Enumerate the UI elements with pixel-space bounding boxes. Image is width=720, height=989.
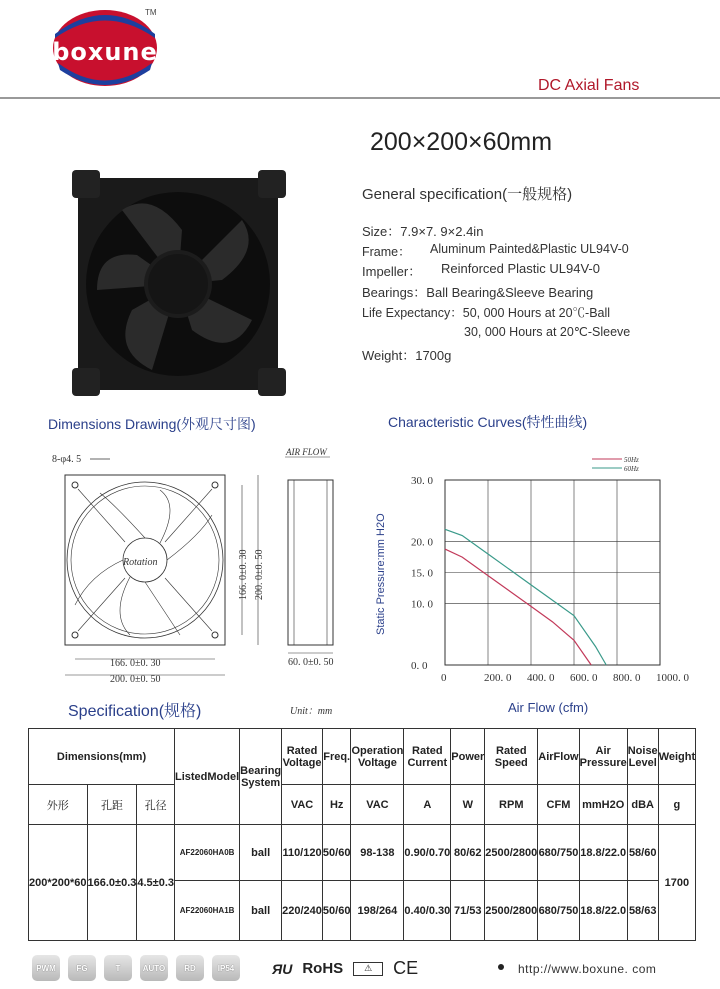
unit-label: Unit：mm bbox=[290, 706, 333, 717]
table-row bbox=[29, 825, 696, 881]
general-spec-heading: General specification(一般规格) bbox=[362, 186, 573, 203]
th-pitch: 孔距 bbox=[87, 785, 137, 825]
x-tick-label: 0 bbox=[441, 672, 447, 684]
cell-speed: 2500/2800 bbox=[485, 825, 538, 881]
spec-frame-value: Aluminum Painted&Plastic UL94V-0 bbox=[430, 242, 629, 256]
dim-horizontal-hole-pitch: 166. 0±0. 30 bbox=[110, 658, 161, 669]
cell-freq: 50/60 bbox=[322, 825, 351, 881]
cell-current: 0.90/0.70 bbox=[404, 825, 451, 881]
feature-icon-pwm: PWM bbox=[32, 955, 60, 981]
dim-horizontal-outer: 200. 0±0. 50 bbox=[110, 674, 161, 685]
th-g: g bbox=[658, 785, 695, 825]
dim-depth: 60. 0±0. 50 bbox=[288, 657, 334, 668]
th-freq: Freq. bbox=[322, 729, 351, 785]
th-rpm: RPM bbox=[485, 785, 538, 825]
cell-current: 0.40/0.30 bbox=[404, 881, 451, 941]
cell-pressure: 18.8/22.0 bbox=[579, 825, 627, 881]
spec-impeller-label: Impeller： bbox=[362, 264, 422, 279]
legend-label-60hz: 60Hz bbox=[624, 465, 639, 473]
th-power: Power bbox=[451, 729, 485, 785]
th-mmh2o: mmH2O bbox=[579, 785, 627, 825]
feature-icons bbox=[32, 955, 240, 981]
spec-weight: Weight：1700g bbox=[362, 348, 452, 363]
y-axis-title: Static Pressure:mm H2O bbox=[375, 513, 387, 635]
y-tick-label: 10. 0 bbox=[411, 598, 433, 611]
bullet-icon bbox=[498, 964, 504, 970]
th-listed-model: ListedModel bbox=[175, 729, 240, 825]
th-current: Rated Current bbox=[404, 729, 451, 785]
feature-icon-fg: FG bbox=[68, 955, 96, 981]
dim-hole-value: 4.5±0.3 bbox=[137, 825, 175, 941]
warning-icon: ⚠ bbox=[353, 962, 383, 976]
ul-icon: ЯU bbox=[272, 960, 293, 977]
specification-table bbox=[28, 728, 696, 941]
spec-life-sleeve: 30, 000 Hours at 20℃-Sleeve bbox=[464, 325, 631, 339]
feature-icon-t: T bbox=[104, 955, 132, 981]
cell-freq: 50/60 bbox=[322, 881, 351, 941]
brand-logo bbox=[50, 8, 160, 88]
spec-bearings: Bearings：Ball Bearing&Sleeve Bearing bbox=[362, 285, 594, 300]
characteristic-chart bbox=[370, 445, 710, 695]
brand-name: boxune bbox=[52, 38, 158, 66]
th-hz: Hz bbox=[322, 785, 351, 825]
th-bearing: Bearing System bbox=[240, 729, 282, 825]
cell-pressure: 18.8/22.0 bbox=[579, 881, 627, 941]
legend-label-50hz: 50Hz bbox=[624, 456, 639, 464]
cell-voltage: 110/120 bbox=[282, 825, 323, 881]
th-op-voltage: Operation Voltage bbox=[351, 729, 404, 785]
th-vac2: VAC bbox=[351, 785, 404, 825]
x-tick-label: 600. 0 bbox=[570, 672, 598, 684]
x-tick-label: 200. 0 bbox=[484, 672, 512, 684]
th-speed: Rated Speed bbox=[485, 729, 538, 785]
cell-power: 71/53 bbox=[451, 881, 485, 941]
y-tick-label: 30. 0 bbox=[411, 475, 433, 487]
product-size-title: 200×200×60mm bbox=[370, 128, 553, 156]
dim-outer-value: 200*200*60 bbox=[29, 825, 88, 941]
th-vac: VAC bbox=[282, 785, 323, 825]
th-cfm: CFM bbox=[538, 785, 579, 825]
fan-photo bbox=[72, 170, 292, 400]
dimensions-heading: Dimensions Drawing(外观尺寸图) bbox=[48, 416, 256, 432]
cell-model: AF22060HA1B bbox=[175, 881, 240, 941]
th-dimensions: Dimensions(mm) bbox=[29, 729, 175, 785]
y-tick-label: 20. 0 bbox=[411, 536, 433, 549]
dim-vertical-hole-pitch: 166. 0±0. 30 bbox=[238, 549, 249, 600]
series-line-60hz bbox=[445, 529, 606, 665]
dim-pitch-value: 166.0±0.3 bbox=[87, 825, 137, 941]
cell-airflow: 680/750 bbox=[538, 825, 579, 881]
trademark: TM bbox=[145, 8, 157, 17]
cell-noise: 58/63 bbox=[627, 881, 658, 941]
header-divider bbox=[0, 97, 720, 99]
category-title: DC Axial Fans bbox=[538, 77, 640, 94]
x-tick-label: 400. 0 bbox=[527, 672, 555, 684]
dim-vertical-outer: 200. 0±0. 50 bbox=[254, 549, 265, 600]
certifications bbox=[272, 958, 418, 979]
th-noise: Noise Level bbox=[627, 729, 658, 785]
spec-size: Size：7.9×7. 9×2.4in bbox=[362, 224, 484, 239]
spec-frame-label: Frame： bbox=[362, 245, 411, 259]
x-tick-label: 800. 0 bbox=[613, 672, 641, 684]
feature-icon-ip54: IP54 bbox=[212, 955, 240, 981]
chart-x-axis-title: Air Flow (cfm) bbox=[508, 700, 589, 715]
cell-airflow: 680/750 bbox=[538, 881, 579, 941]
dimensions-drawing bbox=[30, 445, 370, 695]
x-tick-label: 1000. 0 bbox=[656, 672, 689, 684]
specification-heading: Specification(规格) bbox=[68, 703, 202, 720]
cell-op: 98-138 bbox=[351, 825, 404, 881]
feature-icon-rd: RD bbox=[176, 955, 204, 981]
rohs-mark: RoHS bbox=[302, 960, 344, 977]
cell-bearing: ball bbox=[240, 825, 282, 881]
th-outer: 外形 bbox=[29, 785, 88, 825]
th-hole: 孔径 bbox=[137, 785, 175, 825]
cell-noise: 58/60 bbox=[627, 825, 658, 881]
cell-power: 80/62 bbox=[451, 825, 485, 881]
website-url[interactable]: http://www.boxune. com bbox=[518, 962, 657, 976]
airflow-side-label: AIR FLOW bbox=[286, 447, 327, 457]
y-tick-label: 15. 0 bbox=[411, 567, 433, 580]
cell-op: 198/264 bbox=[351, 881, 404, 941]
cell-bearing: ball bbox=[240, 881, 282, 941]
cell-voltage: 220/240 bbox=[282, 881, 323, 941]
y-tick-label: 0. 0 bbox=[411, 660, 428, 672]
th-airflow: AirFlow bbox=[538, 729, 579, 785]
th-w: W bbox=[451, 785, 485, 825]
th-voltage: Rated Voltage bbox=[282, 729, 323, 785]
series-line-50hz bbox=[445, 549, 591, 665]
spec-life-ball: Life Expectancy：50, 000 Hours at 20℃-Ball bbox=[362, 306, 611, 320]
cell-weight: 1700 bbox=[658, 825, 695, 941]
rotation-label: Rotation bbox=[123, 557, 158, 568]
feature-icon-auto: AUTO bbox=[140, 955, 168, 981]
th-weight: Weight bbox=[658, 729, 695, 785]
ce-mark: CE bbox=[393, 958, 419, 978]
th-dba: dBA bbox=[627, 785, 658, 825]
th-pressure: Air Pressure bbox=[579, 729, 627, 785]
cell-model: AF22060HA0B bbox=[175, 825, 240, 881]
curves-heading: Characteristic Curves(特性曲线) bbox=[388, 414, 588, 430]
th-a: A bbox=[404, 785, 451, 825]
cell-speed: 2500/2800 bbox=[485, 881, 538, 941]
hole-spec-label: 8-φ4. 5 bbox=[52, 454, 82, 465]
spec-impeller-value: Reinforced Plastic UL94V-0 bbox=[441, 261, 600, 276]
